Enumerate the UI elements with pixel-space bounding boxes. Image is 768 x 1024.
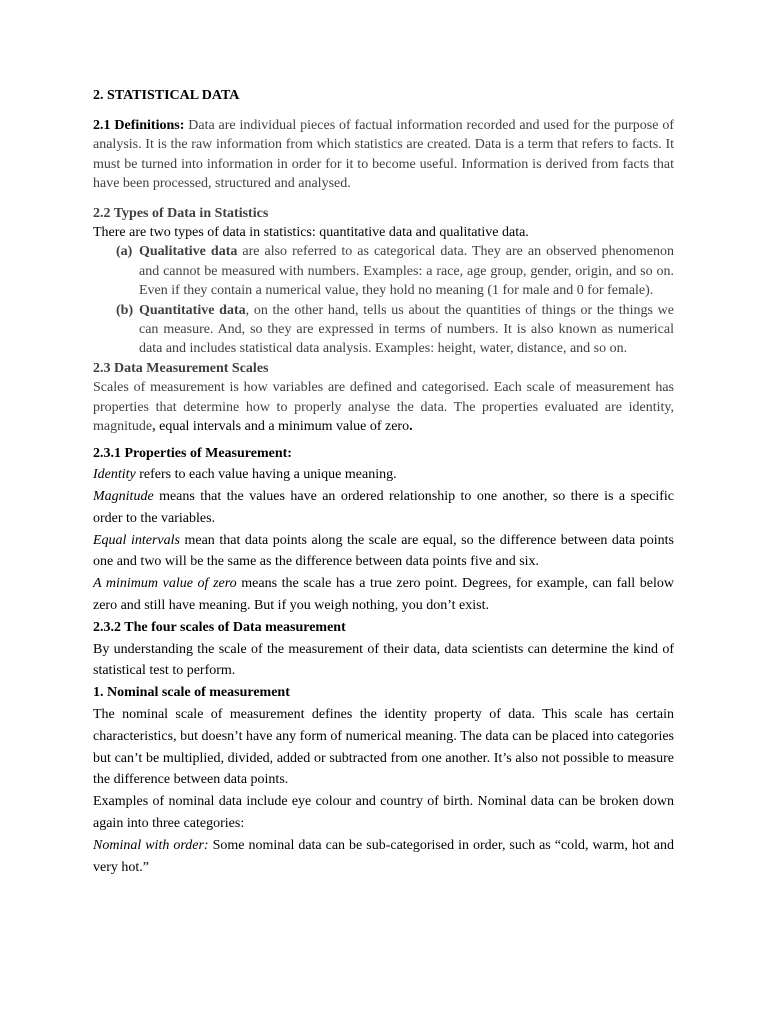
nominal-term: Nominal with order: bbox=[93, 837, 209, 853]
property-text: means that the values have an ordered relationship to one another, so there is a specific order to the variables. bbox=[93, 489, 674, 526]
nominal-heading: 1. Nominal scale of measurement bbox=[93, 685, 290, 701]
property-identity bbox=[93, 464, 674, 486]
types-heading: 2.2 Types of Data in Statistics bbox=[93, 205, 269, 221]
list-text: , on the other hand, tells us about the quantities of things or the things we can measure. And, so they are expressed in terms of numbers. It is also known as numerical data and includes statistical data analysis. Examples: height, water, distance, and so on. bbox=[139, 302, 674, 357]
scales-text-a: Scales of measurement is how variables are defined and categorised. Each scale of measurement has properties that determine how to properly analyse the data. The properties evaluated are identity, magnitude bbox=[93, 380, 674, 435]
four-scales-paragraph: By understanding the scale of the measurement of their data, data scientists can determine the kind of statistical test to perform. bbox=[93, 641, 674, 679]
list-item bbox=[93, 301, 674, 359]
property-term: Identity bbox=[93, 467, 136, 483]
four-scales-heading: 2.3.2 The four scales of Data measurement bbox=[93, 619, 346, 635]
scales-period: . bbox=[409, 419, 413, 435]
definitions-label: 2.1 Definitions: bbox=[93, 118, 185, 133]
scales-paragraph bbox=[93, 378, 674, 436]
nominal-text: Some nominal data can be sub-categorised in order, such as “cold, warm, hot and very hot.” bbox=[93, 837, 674, 875]
scales-comma: , bbox=[152, 419, 156, 435]
nominal-paragraph-1: The nominal scale of measurement defines the identity property of data. This scale has certain characteristics, but doesn’t have any form of numerical meaning. The data can be placed into categories but can’t be multiplied, divided, added or subtracted from one another. It’s also not possible to measure the difference between data points. bbox=[93, 707, 674, 788]
nominal-paragraph-2: Examples of nominal data include eye colour and country of birth. Nominal data can be broken down again into three categories: bbox=[93, 794, 674, 832]
property-text: refers to each value having a unique meaning. bbox=[135, 467, 397, 483]
section-heading: 2. STATISTICAL DATA bbox=[93, 88, 240, 103]
document-page bbox=[93, 86, 674, 878]
list-marker: (a) bbox=[116, 244, 133, 260]
property-equal-intervals bbox=[93, 530, 674, 574]
list-term: Qualitative data bbox=[139, 244, 238, 260]
property-text: means the scale has a true zero point. Degrees, for example, can fall below zero and still have meaning. But if you weigh nothing, you don’t exist. bbox=[93, 576, 674, 614]
definitions-paragraph bbox=[93, 116, 674, 194]
types-intro: There are two types of data in statistics: quantitative data and qualitative data. bbox=[93, 225, 529, 241]
list-item bbox=[93, 242, 674, 300]
property-term: Equal intervals bbox=[93, 532, 180, 548]
nominal-paragraph-3 bbox=[93, 835, 674, 879]
types-list bbox=[93, 242, 674, 358]
list-term: Quantitative data bbox=[139, 302, 246, 318]
scales-text-b: equal intervals and a minimum value of zero bbox=[155, 419, 410, 435]
property-term: A minimum value of zero bbox=[93, 576, 237, 592]
property-text: mean that data points along the scale are equal, so the difference between data points one and two will be the same as the difference between data points five and six. bbox=[93, 532, 675, 570]
property-magnitude bbox=[93, 486, 674, 530]
property-minimum-zero bbox=[93, 573, 674, 617]
scales-heading: 2.3 Data Measurement Scales bbox=[93, 360, 269, 376]
properties-heading: 2.3.1 Properties of Measurement: bbox=[93, 445, 292, 461]
property-term: Magnitude bbox=[93, 489, 154, 505]
definitions-text: Data are individual pieces of factual information recorded and used for the purpose of analysis. It is the raw information from which statistics are created. Data is a term that refers to facts. It must be turned into information in order for it to become useful. Information is derived from facts that have been processed, structured and analysed. bbox=[93, 118, 674, 192]
list-text: are also referred to as categorical data. They are an observed phenomenon and cannot be measured with numbers. Examples: a race, age group, gender, origin, and so on. Even if they contain a numerical value, they hold no meaning (1 for male and 0 for female). bbox=[139, 244, 674, 299]
list-marker: (b) bbox=[116, 302, 134, 318]
